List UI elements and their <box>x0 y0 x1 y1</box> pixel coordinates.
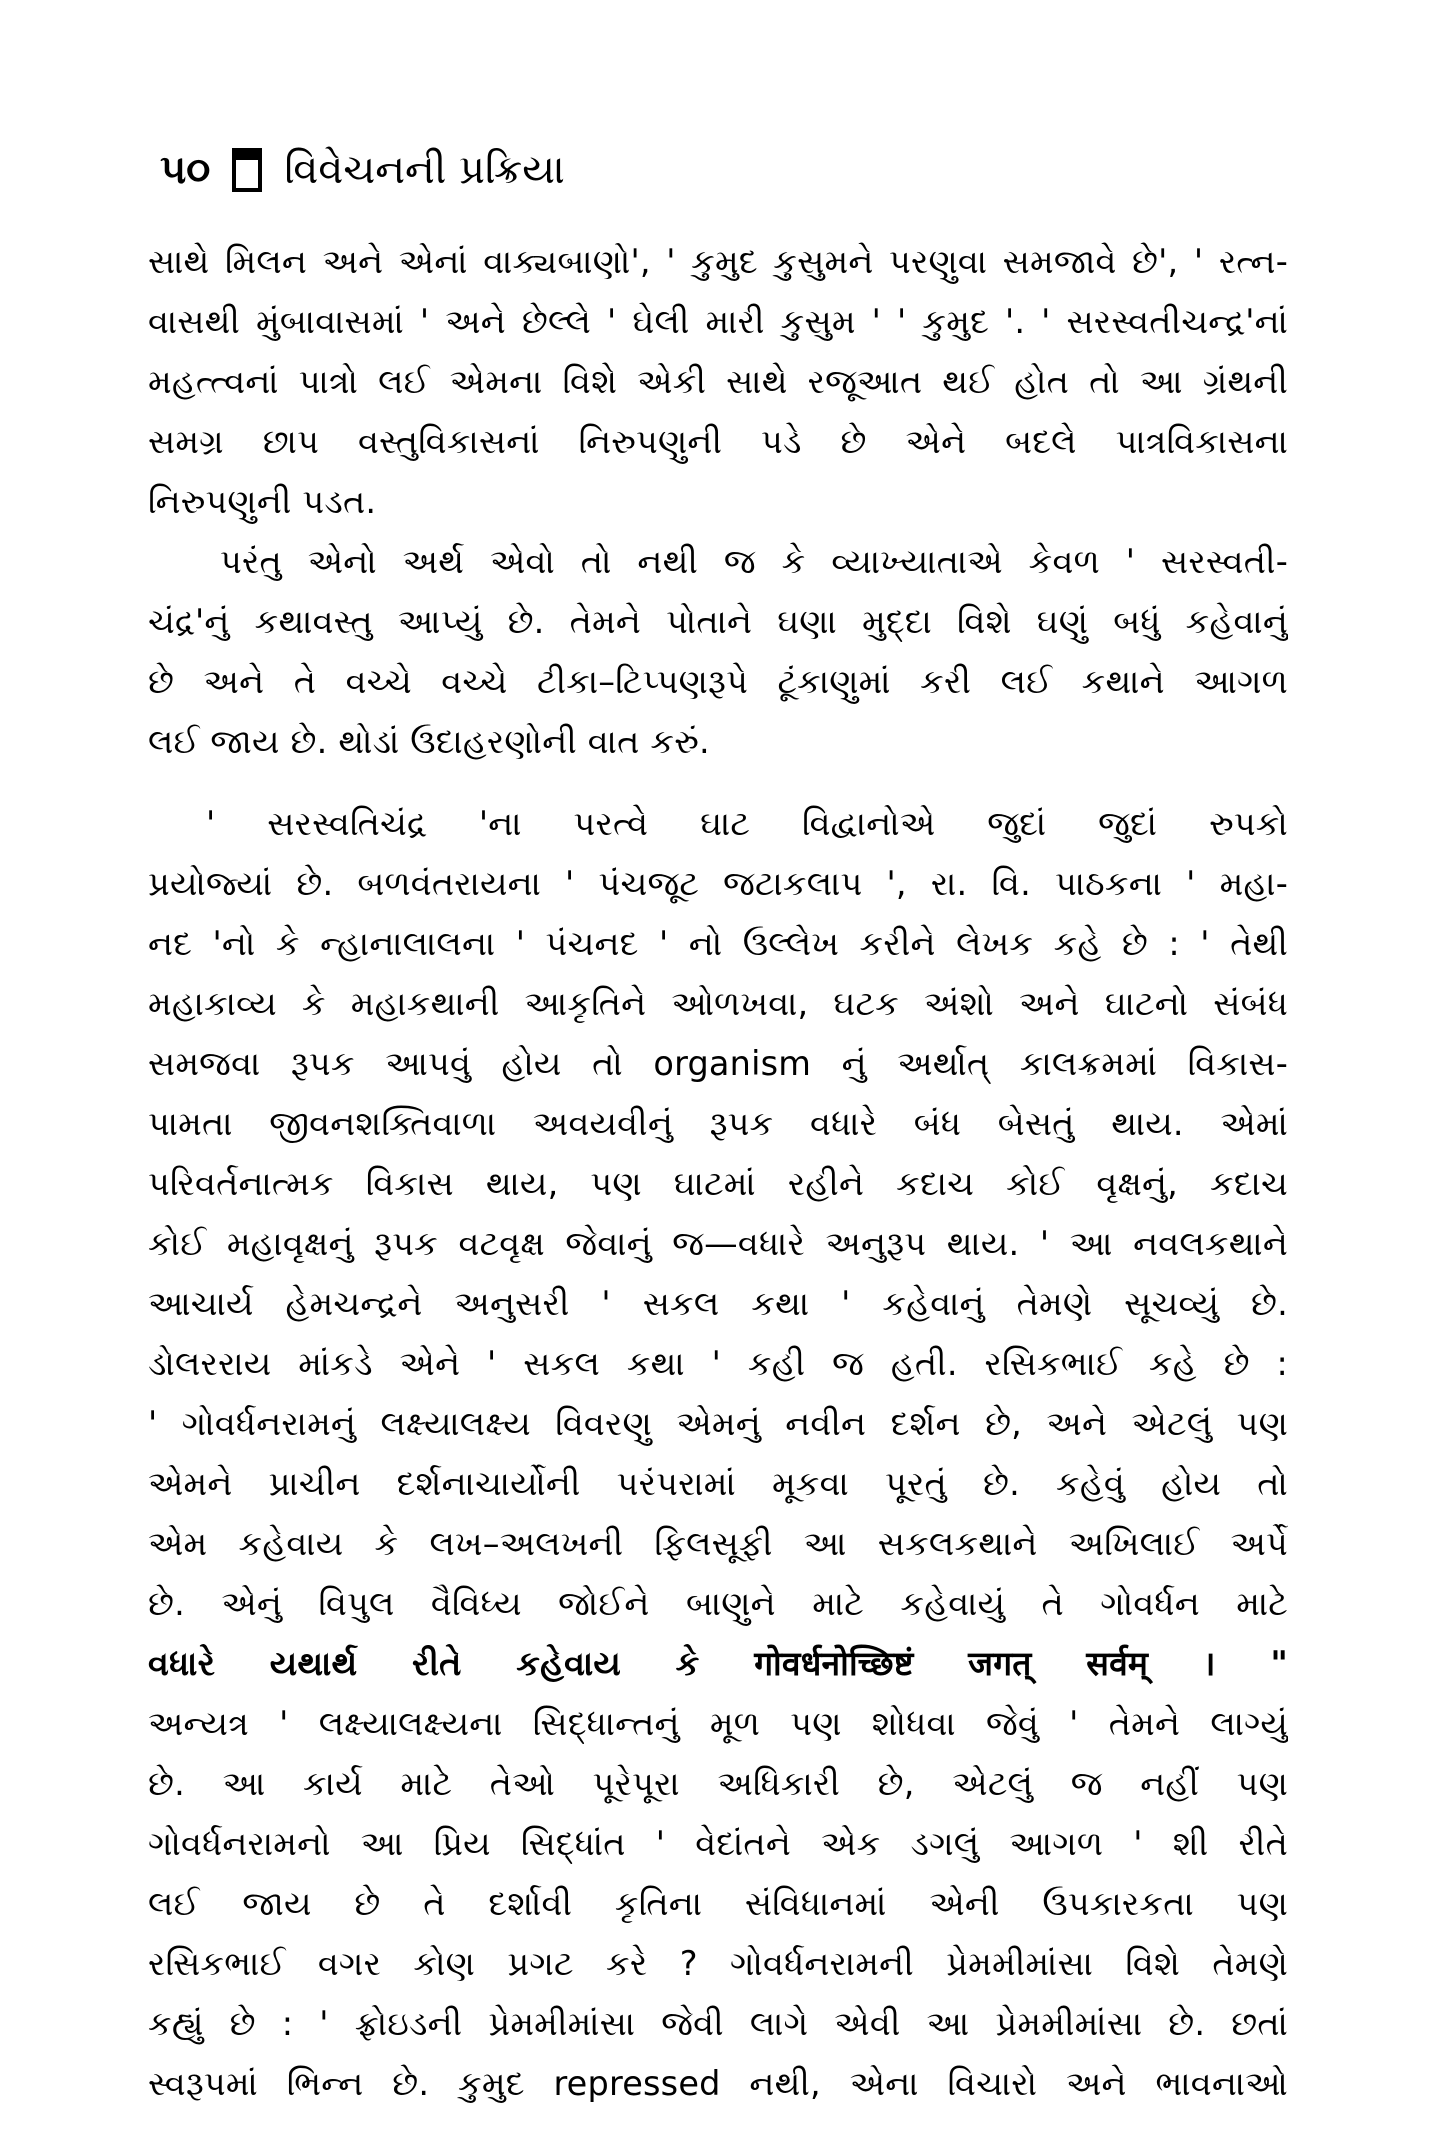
text-line: સમગ્ર છાપ વસ્તુવિકાસનાં નિરુપણુની પડે છે એને બદલે પાત્રવિકાસના <box>148 422 1288 461</box>
text-line: નદ 'નો કે ન્હાનાલાલના ' પંચનદ ' નો ઉલ્લેખ કરીને લેખક કહે છે : ' તેથી <box>148 924 1288 963</box>
running-title: વિવેચનની પ્રક્રિયા <box>284 147 565 193</box>
text-line: ' સરસ્વતિચંદ્ર 'ના પરત્વે ઘાટ વિદ્વાનોએ જુદાં જુદાં રુપકો <box>206 804 1288 843</box>
ornament-box-icon <box>232 148 262 192</box>
text-line: પરંતુ એનો અર્થ એવો તો નથી જ કે વ્યાખ્યાતાએ કેવળ ' સરસ્વતી- <box>220 542 1288 581</box>
text-line: પામતા જીવનશક્તિવાળા અવયવીનું રૂપક વધારે બંધ બેસતું થાય. એમાં <box>148 1104 1288 1143</box>
text-line: સમજવા રૂપક આપવું હોય તો organism નું અર્થાત્ કાલક્રમમાં વિકાસ- <box>148 1044 1288 1083</box>
text-line: કોઈ મહાવૃક્ષનું રૂપક વટવૃક્ષ જેવાનું જ—વધારે અનુરૂપ થાય. ' આ નવલકથાને <box>148 1224 1288 1263</box>
running-header <box>160 140 565 200</box>
text-line: ' ગોવર્ધનરામનું લક્ષ્યાલક્ષ્ય વિવરણુ એમનું નવીન દર્શન છે, અને એટલું પણ <box>148 1404 1288 1443</box>
text-line: ચંદ્ર'નું કથાવસ્તુ આપ્યું છે. તેમને પોતાને ઘણા મુદ્દા વિશે ઘણું બધું કહેવાનું <box>148 602 1288 641</box>
text-line: એમ કહેવાય કે લખ–અલખની ફિલસૂફી આ સકલકથાને અખિલાઈ અર્પે <box>148 1524 1288 1563</box>
text-line: મહાકાવ્ય કે મહાકથાની આકૃતિને ઓળખવા, ઘટક અંશો અને ઘાટનો સંબંધ <box>148 984 1288 1023</box>
text-line: સાથે મિલન અને એનાં વાક્યબાણો', ' કુમુદ કુસુમને પરણુવા સમજાવે છે', ' રત્ન- <box>148 242 1288 281</box>
paragraph <box>148 532 1288 772</box>
text-line: પ્રયોજ્યાં છે. બળવંતરાયના ' પંચજૂટ જટાકલાપ ', રા. વિ. પાઠકના ' મહા- <box>148 864 1288 903</box>
text-line: રસિકભાઈ વગર કોણ પ્રગટ કરે ? ગોવર્ધનરામની પ્રેમમીમાંસા વિશે તેમણે <box>148 1944 1288 1983</box>
text-line: પરિવર્તનાત્મક વિકાસ થાય, પણ ઘાટમાં રહીને કદાચ કોઈ વૃક્ષનું, કદાચ <box>148 1164 1288 1203</box>
text-line: છે. આ કાર્ય માટે તેઓ પૂરેપૂરા અધિકારી છે, એટલું જ નહીં પણ <box>148 1764 1288 1803</box>
paragraph-spacer <box>148 772 1288 794</box>
text-line: વધારે યથાર્થ રીતે કહેવાય કે गोवर्धनोच्छिष्टं जगत् सर्वम् । " <box>148 1644 1288 1683</box>
text-line: મહત્ત્વનાં પાત્રો લઈ એમના વિશે એકી સાથે રજૂઆત થઈ હોત તો આ ગ્રંથની <box>148 362 1288 401</box>
text-line: નિરુપણુની પડત. <box>148 482 377 521</box>
text-line: આચાર્ય હેમચન્દ્રને અનુસરી ' સકલ કથા ' કહેવાનું તેમણે સૂચવ્યું છે. <box>148 1284 1288 1323</box>
text-line: છે અને તે વચ્ચે વચ્ચે ટીકા–ટિપ્પણરૂપે ટૂંકાણુમાં કરી લઈ કથાને આગળ <box>148 662 1288 701</box>
text-line: લઈ જાય છે તે દર્શાવી કૃતિના સંવિધાનમાં એની ઉપકારકતા પણ <box>148 1884 1288 1923</box>
paragraph <box>148 794 1288 2114</box>
text-line: ગોવર્ધનરામનો આ પ્રિય સિદ્ધાંત ' વેદાંતને એક ડગલું આગળ ' શી રીતે <box>148 1824 1288 1863</box>
text-line: લઈ જાય છે. થોડાં ઉદાહરણોની વાત કરું. <box>148 722 710 761</box>
text-line: છે. એનું વિપુલ વૈવિધ્ય જોઈને બાણુને માટે કહેવાયું તે ગોવર્ધન માટે <box>148 1584 1288 1623</box>
text-line: કહ્યું છે : ' ફ્રોઇડની પ્રેમમીમાંસા જેવી લાગે એવી આ પ્રેમમીમાંસા છે. છતાં <box>148 2004 1288 2043</box>
page-number: ૫૦ <box>160 147 211 193</box>
text-line: એમને પ્રાચીન દર્શનાચાર્યોની પરંપરામાં મૂકવા પૂરતું છે. કહેવું હોય તો <box>148 1464 1288 1503</box>
text-line: વાસથી મુંબાવાસમાં ' અને છેલ્લે ' ઘેલી મારી કુસુમ ' ' કુમુદ '. ' સરસ્વતીચન્દ્ર'નાં <box>148 302 1288 341</box>
text-line: સ્વરૂપમાં ભિન્ન છે. કુમુદ repressed નથી, એના વિચારો અને ભાવનાઓ <box>148 2064 1288 2103</box>
body-text <box>148 232 1288 2114</box>
text-line: અન્યત્ર ' લક્ષ્યાલક્ષ્યના સિદ્ધાન્તનું મૂળ પણ શોધવા જેવું ' તેમને લાગ્યું <box>148 1704 1288 1743</box>
text-line: ડોલરરાય માંકડે એને ' સકલ કથા ' કહી જ હતી. રસિકભાઈ કહે છે : <box>148 1344 1288 1383</box>
paragraph <box>148 232 1288 532</box>
